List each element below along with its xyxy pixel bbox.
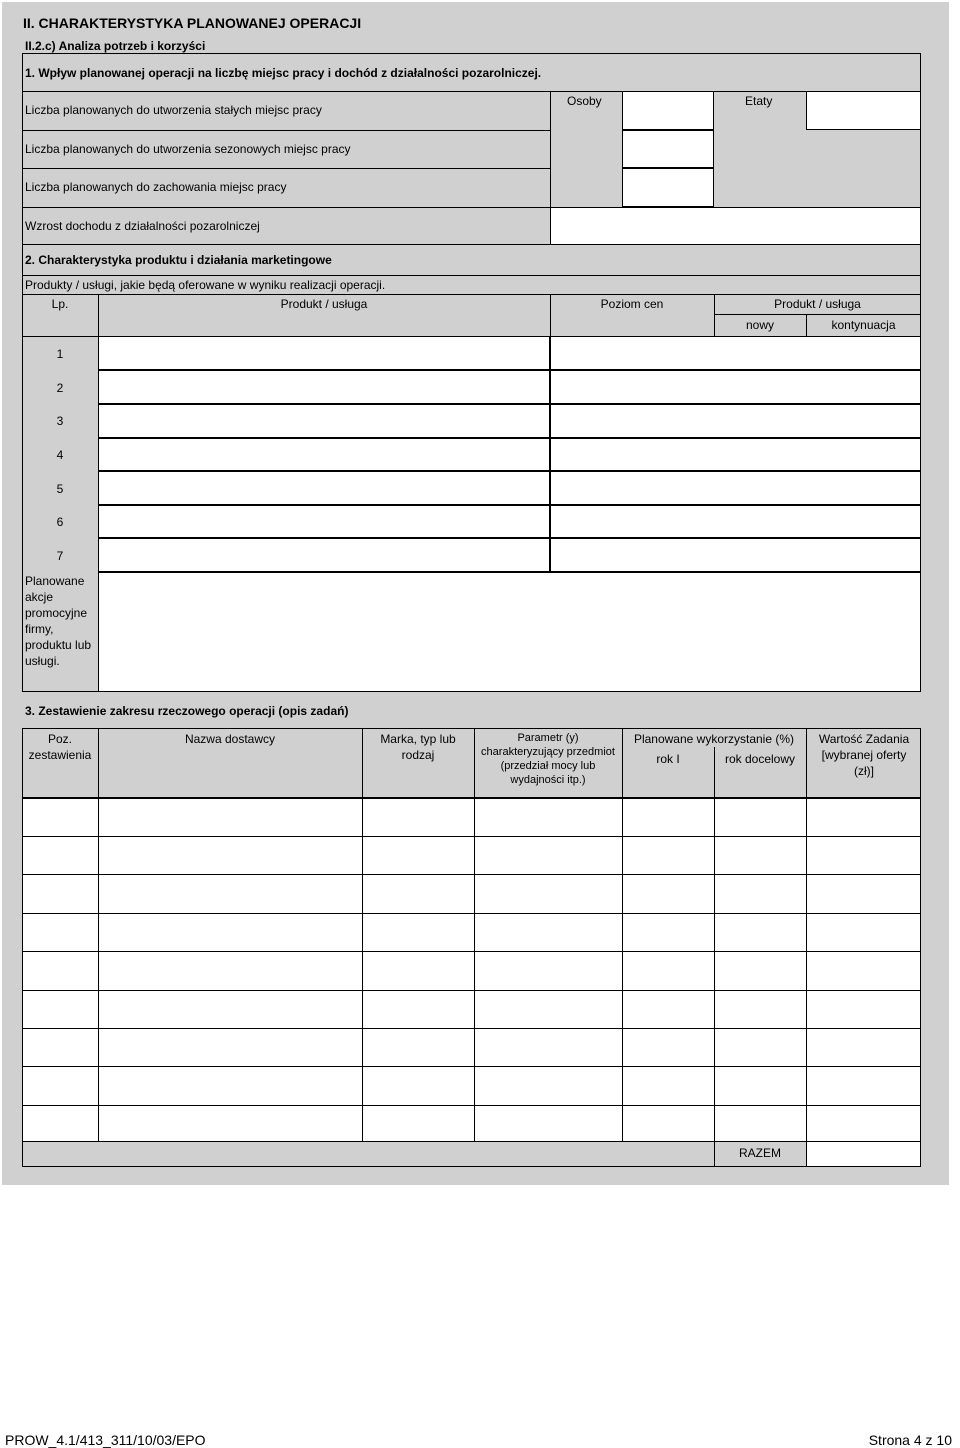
row-stale-label: Liczba planowanych do utworzenia stałych miejsc pracy bbox=[25, 103, 322, 117]
col-poziom-header: Poziom cen bbox=[600, 297, 664, 311]
row-sezonowe-label: Liczba planowanych do utworzenia sezonowych miejsc pracy bbox=[25, 142, 351, 156]
row-number: 3 bbox=[56, 414, 64, 428]
row-number: 7 bbox=[56, 549, 64, 563]
part2-title: 2. Charakterystyka produktu i działania marketingowe bbox=[25, 253, 332, 267]
col-nowy-header: nowy bbox=[745, 318, 774, 332]
part2-description: Produkty / usługi, jakie będą oferowane w wyniku realizacji operacji. bbox=[25, 278, 386, 292]
razem-label: RAZEM bbox=[739, 1146, 781, 1160]
col-poz-header: Poz. zestawienia bbox=[28, 732, 92, 762]
subsection-title: II.2.c) Analiza potrzeb i korzyści bbox=[25, 39, 206, 53]
product-input[interactable] bbox=[98, 404, 550, 438]
col-rokdocelowy-header: rok docelowy bbox=[724, 752, 796, 766]
col-rok1-header: rok I bbox=[656, 752, 680, 766]
input-sezonowe-osoby[interactable] bbox=[622, 130, 714, 168]
row-number: 1 bbox=[56, 347, 64, 361]
col-planowane-header: Planowane wykorzystanie (%) bbox=[633, 732, 795, 746]
price-input[interactable] bbox=[550, 505, 921, 538]
product-input[interactable] bbox=[98, 438, 550, 471]
col-osoby-header: Osoby bbox=[567, 94, 602, 108]
product-input[interactable] bbox=[98, 538, 550, 572]
promo-input[interactable] bbox=[98, 572, 921, 692]
page-number: Strona 4 z 10 bbox=[868, 1432, 952, 1448]
section-title: II. CHARAKTERYSTYKA PLANOWANEJ OPERACJI bbox=[23, 15, 362, 31]
col-kontynuacja-header: kontynuacja bbox=[831, 318, 896, 332]
row-number: 2 bbox=[56, 381, 64, 395]
col-dostawca-header: Nazwa dostawcy bbox=[184, 732, 276, 746]
col-wartosc-header: Wartość Zadania [wybranej oferty (zł)] bbox=[818, 732, 910, 778]
col-lp-header: Lp. bbox=[51, 297, 69, 311]
price-input[interactable] bbox=[550, 404, 921, 438]
product-input[interactable] bbox=[98, 471, 550, 505]
product-input[interactable] bbox=[98, 505, 550, 538]
razem-input[interactable] bbox=[806, 1141, 921, 1167]
row-number: 4 bbox=[56, 448, 64, 462]
product-input[interactable] bbox=[98, 336, 550, 370]
price-input[interactable] bbox=[550, 538, 921, 572]
part1-title: 1. Wpływ planowanej operacji na liczbę miejsc pracy i dochód z działalności pozarolniczej. bbox=[25, 66, 542, 80]
input-stale-etaty[interactable] bbox=[806, 91, 921, 130]
col-parametr-header: Parametr (y) charakteryzujący przedmiot (przedział mocy lub wydajności itp.) bbox=[481, 732, 615, 786]
price-input[interactable] bbox=[550, 336, 921, 370]
price-input[interactable] bbox=[550, 438, 921, 471]
product-input[interactable] bbox=[98, 370, 550, 404]
input-dochod[interactable] bbox=[550, 207, 921, 245]
row-number: 6 bbox=[56, 515, 64, 529]
price-input[interactable] bbox=[550, 370, 921, 404]
col-produkt2-header: Produkt / usługa bbox=[774, 297, 861, 311]
col-etaty-header: Etaty bbox=[745, 94, 773, 108]
row-number: 5 bbox=[56, 482, 64, 496]
row-zachowanie-label: Liczba planowanych do zachowania miejsc pracy bbox=[25, 180, 287, 194]
price-input[interactable] bbox=[550, 471, 921, 505]
part3-data-grid[interactable] bbox=[22, 798, 921, 1142]
row-dochod-label: Wzrost dochodu z działalności pozarolniczej bbox=[25, 219, 260, 233]
col-produkt-header: Produkt / usługa bbox=[280, 297, 368, 311]
promo-label: Planowane akcje promocyjne firmy, produktu lub usługi. bbox=[25, 574, 92, 668]
col-marka-header: Marka, typ lub rodzaj bbox=[380, 732, 456, 762]
input-stale-osoby[interactable] bbox=[622, 91, 714, 130]
part3-title: 3. Zestawienie zakresu rzeczowego operacji (opis zadań) bbox=[25, 704, 349, 718]
input-zachowanie-osoby[interactable] bbox=[622, 168, 714, 207]
doc-code: PROW_4.1/413_311/10/03/EPO bbox=[5, 1432, 206, 1448]
